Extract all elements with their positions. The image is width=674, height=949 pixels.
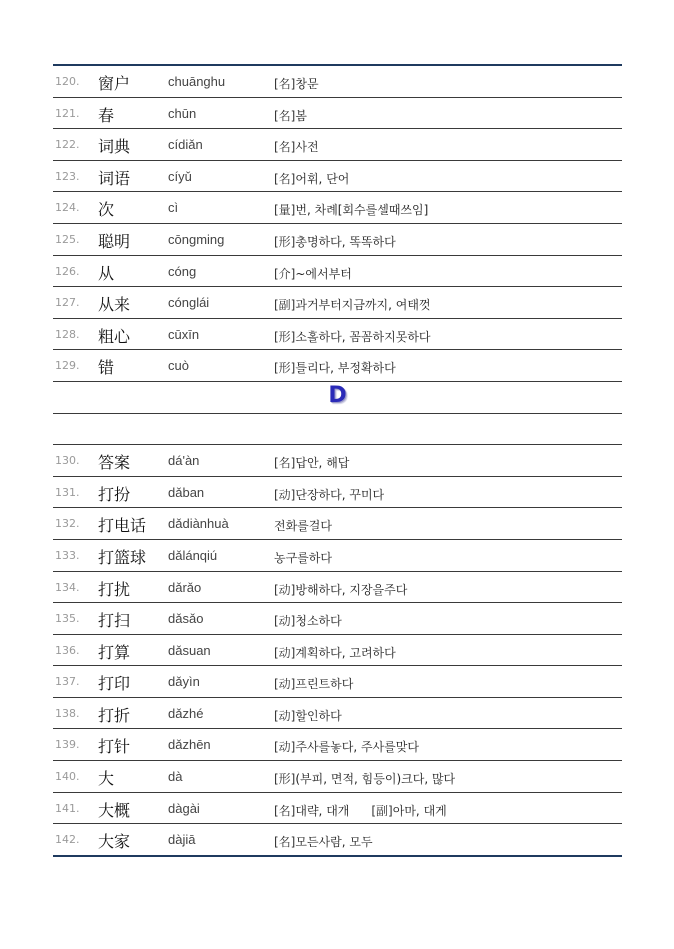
entry-meaning — [274, 359, 396, 376]
entry-number: 129. — [55, 359, 80, 373]
entry-meaning — [274, 770, 455, 787]
entry-pinyin: cōngming — [168, 231, 225, 247]
entry-number: 142. — [55, 833, 80, 847]
meaning-text-2: 아마, 대게 — [392, 803, 447, 818]
meaning-text: 농구를하다 — [274, 550, 332, 565]
entry-meaning — [274, 738, 419, 755]
entry-number: 124. — [55, 201, 80, 215]
section-c-list — [53, 66, 622, 382]
vocab-row — [53, 698, 622, 730]
entry-hanzi: 窗户 — [98, 74, 131, 93]
entry-number: 133. — [55, 548, 80, 562]
part-of-speech-tag: [量] — [274, 203, 296, 218]
part-of-speech-tag: [形] — [274, 772, 296, 787]
entry-meaning — [274, 75, 319, 92]
meaning-text: 청소하다 — [295, 614, 342, 629]
part-of-speech-tag: [动] — [274, 677, 296, 692]
entry-number: 126. — [55, 264, 80, 278]
entry-meaning — [274, 612, 342, 629]
entry-number: 122. — [55, 138, 80, 152]
entry-number: 120. — [55, 75, 80, 88]
entry-pinyin: cóng — [168, 263, 197, 279]
entry-meaning — [274, 328, 431, 345]
meaning-text: 단장하다, 꾸미다 — [295, 487, 385, 502]
part-of-speech-tag: [名] — [274, 803, 296, 818]
entry-hanzi: 打折 — [98, 705, 131, 725]
entry-hanzi: 打篮球 — [98, 547, 147, 567]
entry-hanzi: 从来 — [98, 295, 131, 315]
part-of-speech-tag: [动] — [274, 614, 296, 629]
entry-pinyin: dǎban — [168, 484, 205, 500]
entry-hanzi: 打针 — [98, 737, 131, 757]
entry-meaning — [274, 675, 353, 692]
part-of-speech-tag: [动] — [274, 645, 296, 660]
entry-pinyin: chūn — [168, 105, 197, 121]
vocab-row — [53, 761, 622, 793]
entry-number: 136. — [55, 643, 80, 657]
entry-number: 128. — [55, 327, 80, 341]
entry-number: 130. — [55, 454, 80, 468]
entry-meaning — [274, 833, 373, 850]
entry-number: 134. — [55, 580, 80, 594]
entry-pinyin: dǎzhé — [168, 705, 204, 721]
entry-number: 141. — [55, 801, 80, 815]
part-of-speech-tag: [名] — [274, 140, 296, 155]
entry-meaning — [274, 517, 332, 534]
entry-pinyin: dà — [168, 769, 183, 785]
vocab-row — [53, 129, 622, 161]
entry-meaning — [274, 581, 407, 598]
entry-meaning — [274, 707, 342, 724]
meaning-text: 어휘, 단어 — [295, 171, 350, 186]
entry-hanzi: 大概 — [98, 800, 131, 820]
meaning-text: (부피, 면적, 힘등이)크다, 많다 — [295, 772, 456, 787]
part-of-speech-tag: [形] — [274, 329, 296, 344]
vocab-row — [53, 192, 622, 224]
entry-hanzi: 从 — [98, 263, 115, 283]
vocab-row — [53, 635, 622, 667]
entry-hanzi: 春 — [98, 105, 115, 125]
entry-hanzi: 打扰 — [98, 579, 131, 599]
entry-pinyin: dá'àn — [168, 453, 200, 469]
entry-number: 121. — [55, 106, 80, 120]
vocab-row — [53, 66, 622, 98]
entry-hanzi: 答案 — [98, 453, 131, 473]
meaning-text: 번, 차례[회수를셀때쓰임] — [295, 203, 429, 218]
entry-number: 137. — [55, 675, 80, 689]
meaning-text: 전화를걸다 — [274, 519, 332, 534]
meaning-text: 틀리다, 부정확하다 — [295, 361, 396, 376]
entry-number: 127. — [55, 296, 80, 310]
meaning-text: 사전 — [295, 140, 319, 155]
entry-hanzi: 打印 — [98, 674, 131, 694]
meaning-text: 프린트하다 — [295, 677, 354, 692]
part-of-speech-tag: [形] — [274, 361, 296, 376]
entry-hanzi: 打扫 — [98, 611, 131, 631]
vocab-row — [53, 540, 622, 572]
entry-hanzi: 打算 — [98, 642, 131, 662]
meaning-text: 과거부터지금까지, 여태껏 — [295, 298, 431, 313]
entry-number: 140. — [55, 770, 80, 784]
entry-pinyin: cíyǔ — [168, 168, 192, 184]
meaning-text: 모든사람, 모두 — [295, 835, 373, 850]
entry-number: 138. — [55, 706, 80, 720]
entry-pinyin: chuānghu — [168, 74, 226, 89]
entry-meaning — [274, 296, 431, 313]
meaning-text: 대략, 대개 — [295, 803, 350, 818]
vocab-row — [53, 793, 622, 825]
entry-pinyin: cūxīn — [168, 326, 200, 342]
entry-number: 139. — [55, 738, 80, 752]
part-of-speech-tag: [形] — [274, 234, 296, 249]
entry-number: 131. — [55, 485, 80, 499]
entry-pinyin: dǎsǎo — [168, 611, 204, 627]
vocab-row — [53, 572, 622, 604]
part-of-speech-tag: [动] — [274, 740, 296, 755]
meaning-text: ~에서부터 — [295, 266, 352, 281]
entry-meaning — [274, 644, 396, 661]
entry-pinyin: cónglái — [168, 295, 210, 311]
vocab-row — [53, 256, 622, 288]
vocab-row — [53, 224, 622, 256]
entry-number: 125. — [55, 232, 80, 246]
part-of-speech-tag: [动] — [274, 708, 296, 723]
part-of-speech-tag: [名] — [274, 108, 296, 123]
vocab-row — [53, 445, 622, 477]
entry-meaning — [274, 170, 349, 187]
part-of-speech-tag: [副] — [274, 298, 296, 313]
vocab-row — [53, 477, 622, 509]
section-d-list — [53, 445, 622, 857]
meaning-text: 답안, 해답 — [295, 456, 350, 471]
entry-hanzi: 错 — [98, 358, 115, 378]
entry-pinyin: cì — [168, 200, 179, 216]
meaning-text: 방해하다, 지장을주다 — [295, 582, 408, 597]
meaning-text: 봄 — [295, 108, 307, 123]
entry-hanzi: 词语 — [98, 168, 131, 188]
entry-meaning — [274, 107, 307, 124]
meaning-text: 계획하다, 고려하다 — [295, 645, 396, 660]
blank-row — [53, 414, 622, 446]
entry-pinyin: cídiǎn — [168, 137, 203, 153]
vocab-row — [53, 161, 622, 193]
entry-meaning — [274, 486, 384, 503]
section-header-row — [53, 382, 622, 414]
entry-number: 132. — [55, 517, 80, 531]
part-of-speech-tag: [名] — [274, 171, 296, 186]
entry-meaning — [274, 454, 349, 471]
meaning-text: 총명하다, 똑똑하다 — [295, 234, 396, 249]
vocabulary-page — [53, 64, 622, 857]
entry-pinyin: cuò — [168, 358, 189, 374]
entry-hanzi: 大 — [98, 769, 115, 789]
vocab-row — [53, 824, 622, 857]
entry-meaning — [274, 201, 428, 218]
part-of-speech-tag: [介] — [274, 266, 296, 281]
entry-pinyin: dǎzhēn — [168, 737, 211, 753]
entry-hanzi: 次 — [98, 200, 115, 220]
entry-meaning — [274, 802, 447, 819]
meaning-text: 창문 — [295, 77, 319, 91]
part-of-speech-tag: [动] — [274, 487, 296, 502]
entry-meaning — [274, 233, 396, 250]
vocab-row — [53, 350, 622, 382]
section-letter: D — [328, 382, 347, 408]
part-of-speech-tag: [动] — [274, 582, 296, 597]
entry-hanzi: 打电话 — [98, 516, 147, 536]
entry-pinyin: dǎlánqiú — [168, 547, 218, 563]
part-of-speech-tag: [名] — [274, 77, 296, 91]
part-of-speech-tag: [名] — [274, 456, 296, 471]
meaning-text: 주사를놓다, 주사를맞다 — [295, 740, 419, 755]
entry-hanzi: 大家 — [98, 832, 131, 852]
entry-meaning — [274, 265, 352, 282]
entry-number: 135. — [55, 612, 80, 626]
meaning-text: 할인하다 — [295, 708, 342, 723]
entry-pinyin: dǎsuan — [168, 642, 211, 658]
vocab-row — [53, 98, 622, 130]
vocab-row — [53, 508, 622, 540]
entry-hanzi: 打扮 — [98, 484, 131, 504]
meaning-text: 소홀하다, 꼼꼼하지못하다 — [295, 329, 431, 344]
entry-pinyin: dàjiā — [168, 832, 196, 848]
entry-meaning — [274, 138, 319, 155]
entry-meaning — [274, 549, 332, 566]
vocab-row — [53, 603, 622, 635]
vocab-row — [53, 666, 622, 698]
entry-pinyin: dǎyìn — [168, 674, 200, 690]
vocab-row — [53, 729, 622, 761]
vocab-row — [53, 319, 622, 351]
part-of-speech-tag: [名] — [274, 835, 296, 850]
entry-pinyin: dàgài — [168, 800, 200, 816]
part-of-speech-tag-2: [副] — [371, 803, 393, 818]
entry-hanzi: 粗心 — [98, 326, 131, 346]
entry-pinyin: dǎdiànhuà — [168, 516, 229, 532]
entry-number: 123. — [55, 169, 80, 183]
entry-hanzi: 聪明 — [98, 231, 131, 251]
entry-hanzi: 词典 — [98, 137, 131, 157]
vocab-row — [53, 287, 622, 319]
entry-pinyin: dǎrǎo — [168, 579, 202, 595]
